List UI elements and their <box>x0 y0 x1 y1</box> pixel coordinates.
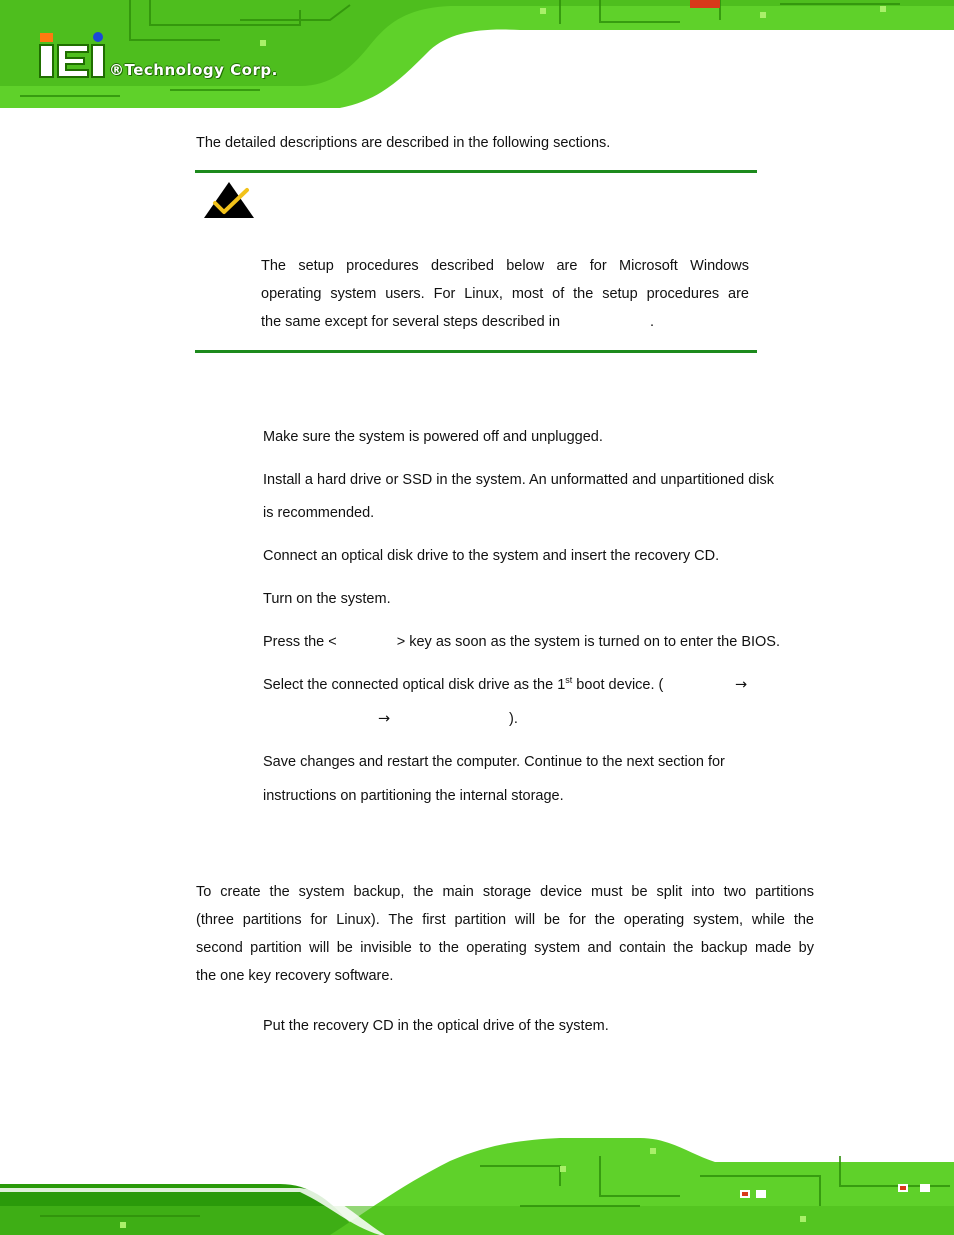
partition-line-4: the one key recovery software. <box>196 968 394 984</box>
note-bottom-rule <box>195 350 757 353</box>
page-header <box>0 0 954 112</box>
step-7-line-1: Save changes and restart the computer. Continue to the next section for <box>263 754 725 770</box>
note-text <box>261 252 749 336</box>
step-7-line-2: instructions on partitioning the internal storage. <box>263 788 564 804</box>
step-1: Make sure the system is powered off and unplugged. <box>263 429 603 445</box>
intro-text: The detailed descriptions are described in the following sections. <box>196 135 611 151</box>
partition-line-2: (three partitions for Linux). The first partition will be for the operating system, while the <box>196 912 814 928</box>
step-6-close: ). <box>509 711 518 727</box>
breadcrumb-arrow-icon: → <box>735 677 748 693</box>
step-3: Connect an optical disk drive to the system and insert the recovery CD. <box>263 548 720 564</box>
step-5: Press the < > key as soon as the system is turned on to enter the BIOS. <box>263 634 780 650</box>
company-name: ®Technology Corp. <box>109 61 278 79</box>
step-4: Turn on the system. <box>263 591 391 607</box>
step-6-line-1: Select the connected optical disk drive as the 1st boot device. ( <box>263 675 664 693</box>
note-checkmark-icon <box>203 181 255 219</box>
partition-paragraph <box>196 878 814 990</box>
partition-line-1: To create the system backup, the main storage device must be split into two partitions <box>196 884 814 900</box>
step-2-line-1: Install a hard drive or SSD in the system. An unformatted and unpartitioned disk <box>263 472 774 488</box>
note-line-1: The setup procedures described below are for Microsoft Windows <box>261 258 749 274</box>
breadcrumb-arrow-icon: → <box>378 711 391 727</box>
page-footer <box>0 1126 954 1235</box>
note-top-rule <box>195 170 757 173</box>
circuit-board-footer <box>0 1126 954 1235</box>
partition-line-3: second partition will be invisible to the operating system and contain the backup made by <box>196 940 814 956</box>
step-2-line-2: is recommended. <box>263 505 375 521</box>
circuit-board-banner <box>0 0 954 112</box>
note-line-2: operating system users. For Linux, most of the setup procedures are <box>261 286 749 302</box>
partition-step-1: Put the recovery CD in the optical drive of the system. <box>263 1018 609 1034</box>
note-line-3: the same except for several steps described in . <box>261 314 655 330</box>
